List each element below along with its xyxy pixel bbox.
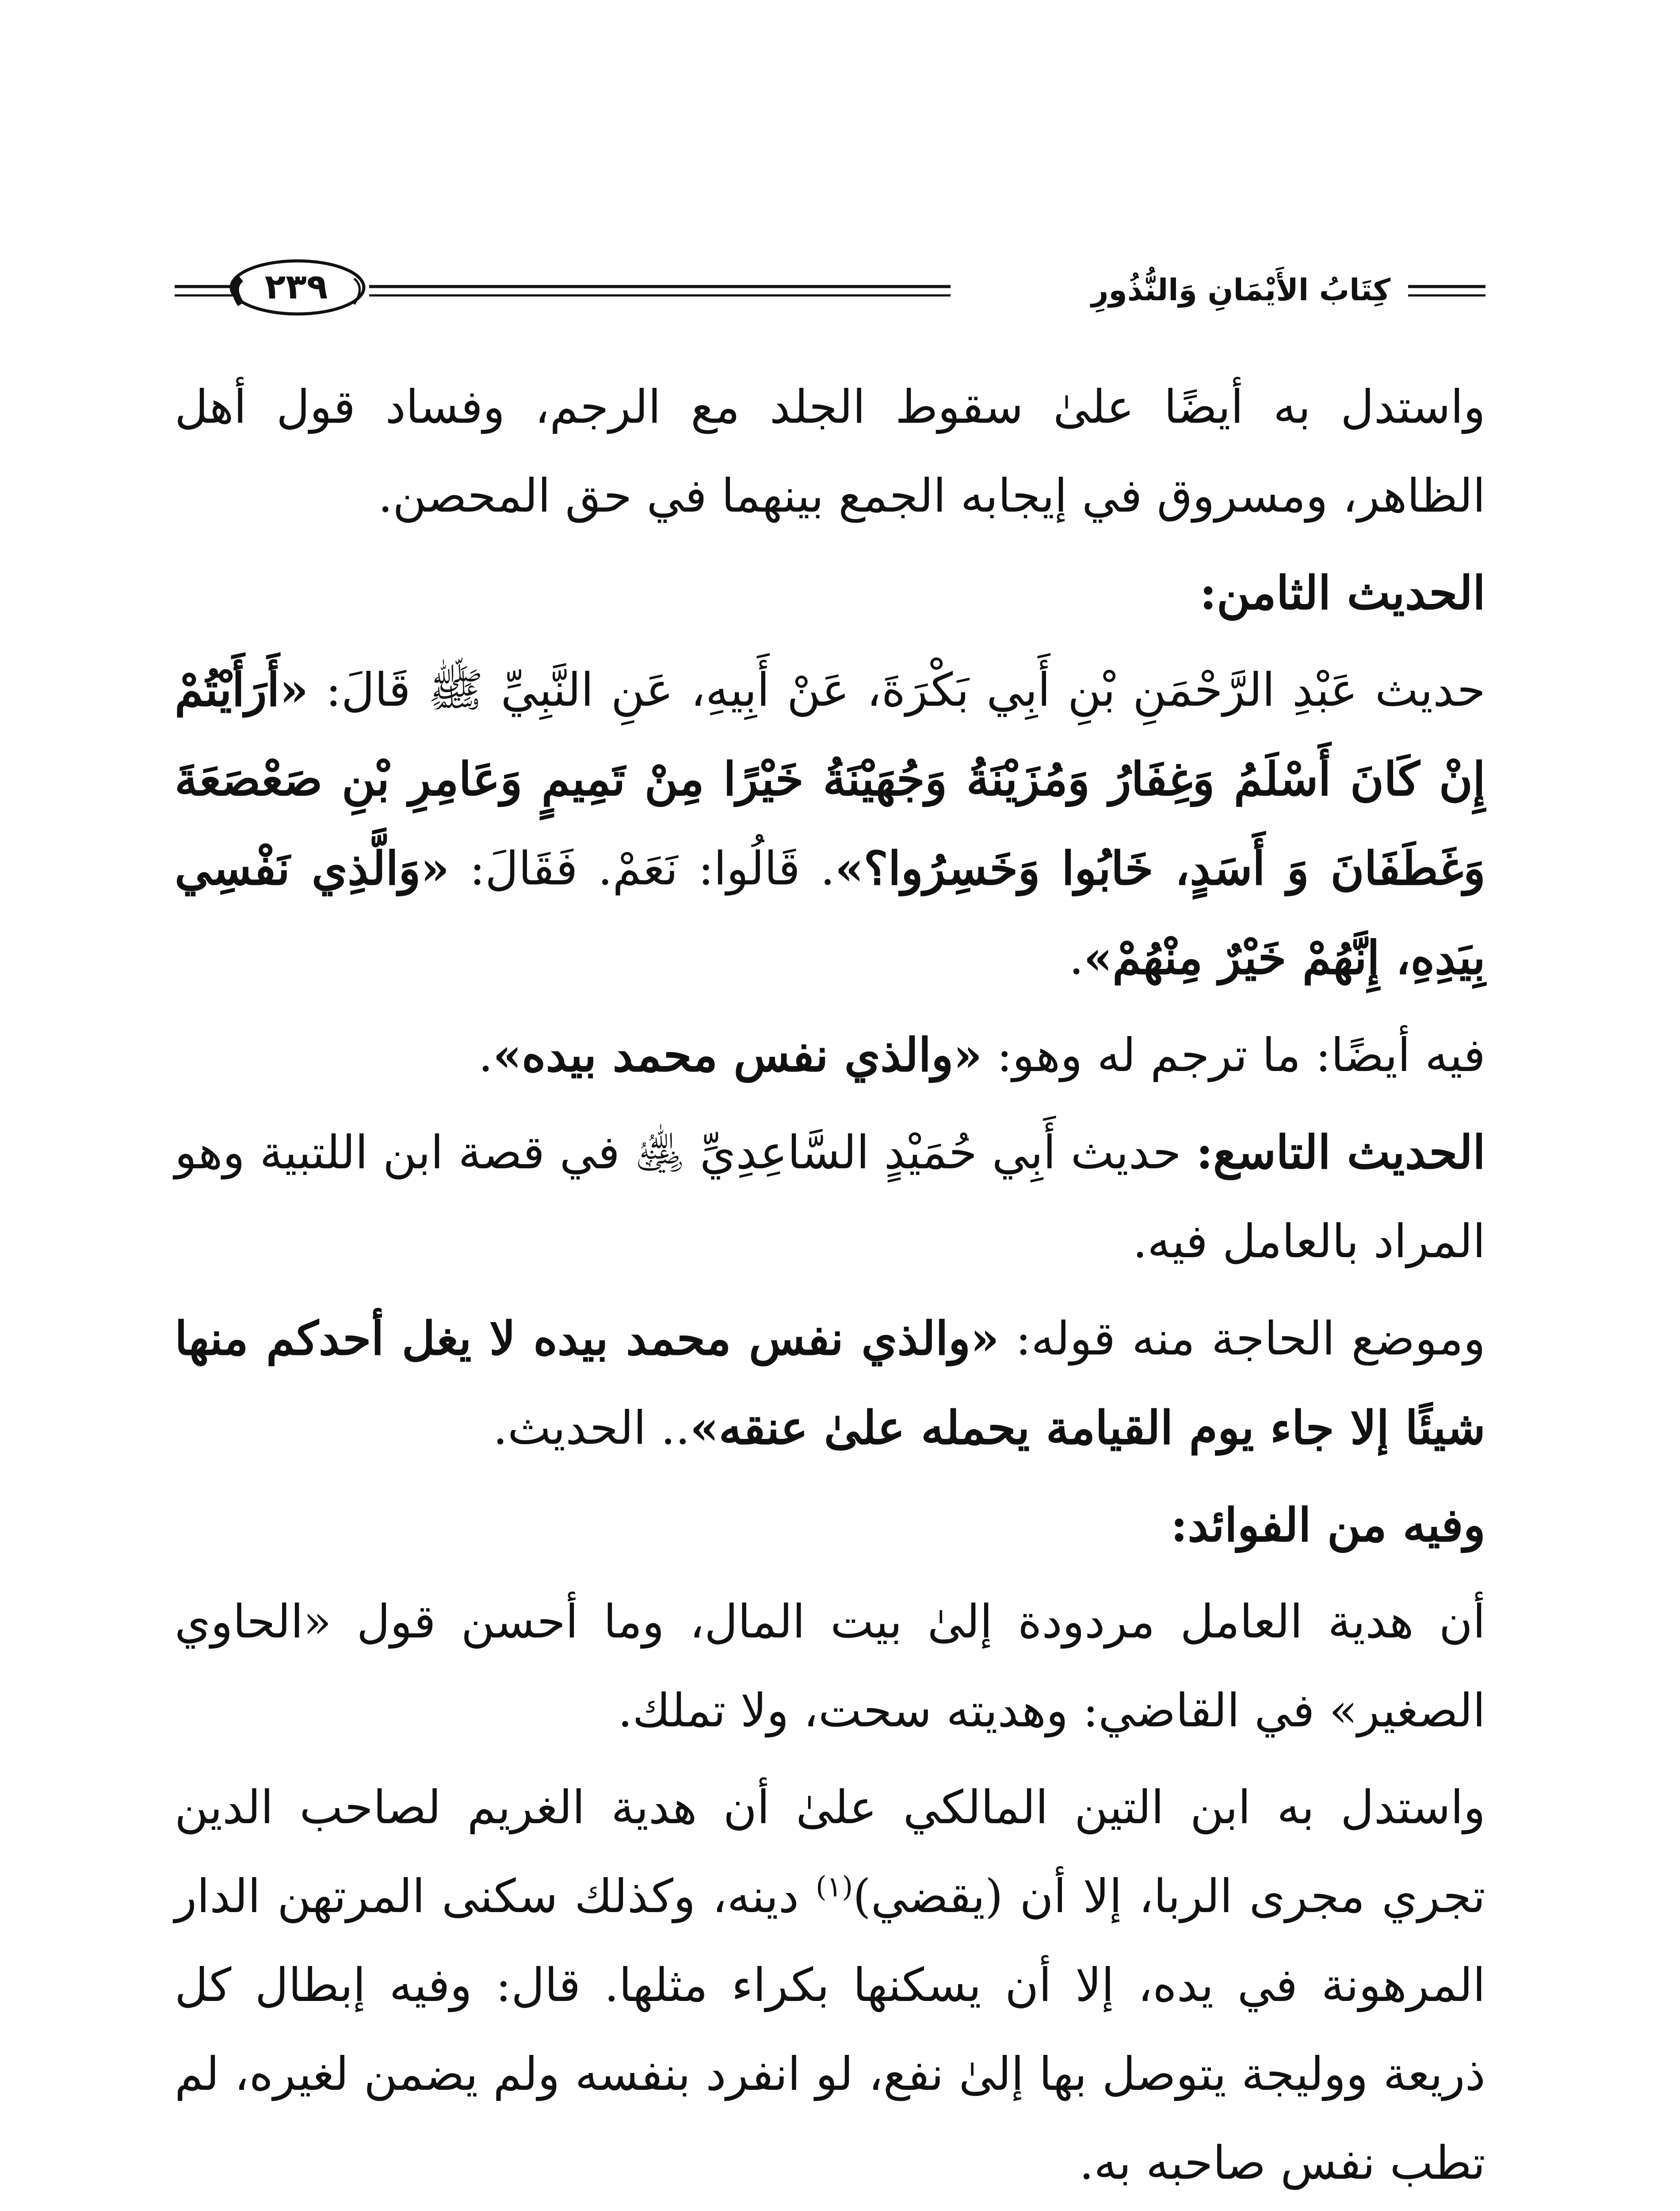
paragraph-9-text-2: دينه، وكذلك سكنى المرتهن الدار المرهونة في يده، إلا أن يسكنها بكراء مثلها. قال: وفيه إبطال كل ذريعة ووليجة يتوصل بها إلىٰ نفع، لو انفرد بنفسه ولم يضمن لغيره، لم تطب نفس صاحبه به. [175,1869,1485,2190]
page-number: ٢٣٩ [264,267,328,307]
heading-eighth-hadith-text: الحديث الثامن: [1199,566,1485,620]
paragraph-5 [175,1108,1485,1286]
book-title: كِتَابُ الأَيْمَانِ وَالنُّذُورِ [1091,273,1390,308]
paragraph-6 [175,1294,1485,1473]
heading-benefits-text: وفيه من الفوائد: [1170,1498,1485,1552]
heading-benefits [175,1480,1485,1569]
paragraph-4-end: . [478,1028,493,1082]
heading-eighth-hadith [175,548,1485,637]
paragraph-3 [175,645,1485,1002]
paragraph-6-quote: «والذي نفس محمد بيده لا يغل أحدكم منها شيئًا إلا جاء يوم القيامة يحمله علىٰ عنقه» [175,1311,1485,1455]
hadith-end: . [1069,931,1084,985]
hadith-middle: . قَالُوا: نَعَمْ. فَقَالَ: [470,842,835,895]
hadith-quote-2: «وَالَّذِي نَفْسِي بِيَدِهِ، إِنَّهُمْ خَيْرٌ مِنْهُمْ» [175,841,1485,985]
paragraph-5-text: حديث أَبِي حُمَيْدٍ السَّاعِدِيِّ ﵁ في قصة ابن اللتبية وهو المراد بالعامل فيه. [175,1125,1485,1268]
paragraph-4-quote: «والذي نفس محمد بيده» [493,1028,982,1082]
hadith-quote: «أَرَأَيْتُمْ إِنْ كَانَ أَسْلَمُ وَغِفَارُ وَمُزَيْنَةُ وَجُهَيْنَةُ خَيْرًا مِنْ تَمِيمٍ وَعَامِرِ بْنِ صَعْصَعَةَ وَغَطَفَانَ وَ أَسَدٍ، خَابُوا وَخَسِرُوا؟» [175,662,1485,895]
running-header [175,252,1485,318]
paragraph-1-text: واستدل به أيضًا علىٰ سقوط الجلد مع الرجم، وفساد قول أهل الظاهر، ومسروق في إيجابه الجمع بينهما في حق المحصن. [175,380,1485,523]
paragraph-9-text-1: واستدل به ابن التين المالكي علىٰ أن هدية الغريم لصاحب الدين تجري مجرى الربا، إلا أن (يقضي) [175,1780,1485,1923]
footnote-reference[interactable]: (١) [815,1871,853,1904]
hadith-intro: حديث عَبْدِ الرَّحْمَنِ بْنِ أَبِي بَكْرَةَ، عَنْ أَبِيهِ، عَنِ النَّبِيِّ ﷺ قَالَ: [325,663,1485,717]
heading-ninth-hadith: الحديث التاسع: [1196,1125,1485,1179]
paragraph-4-lead: فيه أيضًا: ما ترجم له وهو: [997,1028,1485,1082]
paragraph-6-lead: وموضع الحاجة منه قوله: [1016,1312,1485,1366]
paragraph-8-text: أن هدية العامل مردودة إلىٰ بيت المال، وما أحسن قول «الحاوي الصغير» في القاضي: وهديته سحت، ولا تملك. [175,1595,1485,1737]
paragraph-6-end: .. الحديث. [493,1401,690,1455]
paragraph-9 [175,1763,1485,2207]
paragraph-1 [175,363,1485,540]
paragraph-4 [175,1010,1485,1100]
main-text [175,363,1485,2207]
paragraph-8 [175,1577,1485,1755]
